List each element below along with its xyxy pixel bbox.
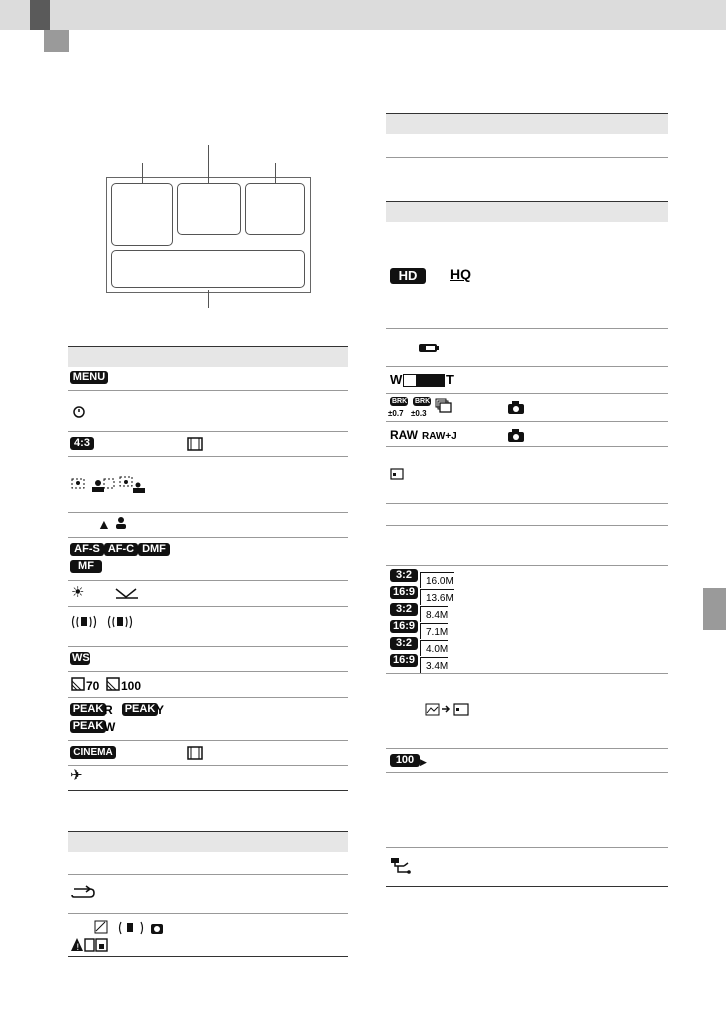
divider: [386, 748, 668, 749]
divider: [68, 580, 348, 581]
brk-icon: BRK: [392, 398, 408, 405]
size-label: 7.1M: [420, 623, 448, 639]
size-label: 16.0M: [420, 572, 454, 588]
diagram-area-center: [177, 183, 241, 235]
af-s-icon: AF-S: [70, 543, 104, 556]
table-bottom-rule: [68, 956, 348, 957]
peak-y-icon: PEAK: [122, 703, 158, 716]
divider: [68, 537, 348, 538]
divider: [386, 328, 668, 329]
warning-row-icons: [93, 919, 173, 937]
peak-y-label: Y: [156, 703, 165, 717]
image-to-card-icon: [425, 703, 473, 717]
diagram-area-right: [245, 183, 305, 235]
divider: [386, 772, 668, 773]
zoom-w-label: W: [390, 372, 403, 387]
ratio-badge: 16:9: [390, 586, 418, 599]
table-bottom-rule: [68, 790, 348, 791]
film-icon: [187, 437, 203, 451]
label-100: 100: [121, 679, 142, 693]
peak-w-icon: PEAK: [70, 720, 106, 733]
raw-j-label: RAW+J: [422, 431, 457, 442]
play-small-icon: ▶: [420, 757, 427, 767]
chapter-tab: [44, 30, 69, 52]
divider: [68, 431, 348, 432]
right-table-2-header: [386, 201, 668, 222]
divider: [68, 606, 348, 607]
menu-icon: MENU: [70, 371, 108, 384]
continuous-shooting-icon: [435, 398, 453, 414]
self-timer-icon: [72, 404, 86, 418]
film-icon: [187, 746, 203, 760]
zoom-t-label: T: [446, 372, 454, 387]
divider: [386, 446, 668, 447]
exposure-100-icon: [106, 677, 120, 691]
dmf-icon: DMF: [138, 543, 170, 556]
sun-icon: ☀: [71, 584, 85, 601]
divider: [68, 512, 348, 513]
divider: [68, 740, 348, 741]
ratio-badge: 3:2: [390, 637, 418, 650]
aspect-4-3-icon: 4:3: [70, 437, 94, 450]
right-table-header: [386, 113, 668, 134]
header-accent: [30, 0, 50, 30]
divider: [386, 421, 668, 422]
divider: [68, 671, 348, 672]
divider: [68, 697, 348, 698]
ws-icon: WS: [72, 652, 90, 664]
diagram-area-left: [111, 183, 173, 246]
size-label: 4.0M: [420, 640, 448, 656]
divider: [68, 765, 348, 766]
brk-icon: BRK: [415, 398, 431, 405]
left-table-header: [68, 346, 348, 367]
exposure-70-icon: [71, 677, 85, 691]
size-label: 3.4M: [420, 657, 448, 673]
divider: [68, 646, 348, 647]
af-c-icon: AF-C: [104, 543, 138, 556]
svg-text:!: !: [76, 943, 80, 953]
peak-r-icon: PEAK: [70, 703, 106, 716]
diagram-area-bottom: [111, 250, 305, 288]
divider: [386, 366, 668, 367]
camera-icon: [507, 400, 525, 415]
battery-icon: [418, 343, 440, 353]
side-index-tab: [703, 588, 726, 630]
hq-icon: HQ: [450, 266, 471, 282]
divider: [386, 157, 668, 158]
ratio-badge: 3:2: [390, 603, 418, 616]
peak-w-label: W: [104, 720, 116, 734]
raw-label: RAW: [390, 428, 418, 442]
divider: [386, 503, 668, 504]
memory-warning-icons: [70, 937, 110, 953]
brk-03-label: ±0.3: [411, 409, 427, 418]
divider: [386, 565, 668, 566]
divider: [68, 913, 348, 914]
left-table-2-header: [68, 831, 348, 852]
table-bottom-rule: [386, 886, 668, 887]
white-balance-icon: [114, 587, 140, 599]
camera-icon: [507, 428, 525, 443]
cinema-icon: CINEMA: [70, 746, 116, 759]
airplane-mode-icon: ✈: [70, 767, 83, 784]
folder-number-icon: 100: [390, 754, 420, 767]
brk-07-label: ±0.7: [388, 409, 404, 418]
diagram-callout-center: [208, 145, 209, 183]
size-label: 8.4M: [420, 606, 448, 622]
ratio-badge: 16:9: [390, 654, 418, 667]
peak-r-label: R: [104, 703, 113, 717]
face-detection-icons: [70, 476, 160, 494]
divider: [68, 874, 348, 875]
divider: [386, 847, 668, 848]
person-icon: [114, 516, 128, 530]
divider: [386, 525, 668, 526]
label-70: 70: [86, 679, 100, 693]
repeat-icon: [70, 884, 96, 900]
ratio-badge: 16:9: [390, 620, 418, 633]
divider: [68, 456, 348, 457]
mountain-icon: ▲: [97, 516, 111, 532]
screen-layout-diagram: [106, 177, 311, 293]
header-bar: [0, 0, 726, 30]
usb-connection-icon: [390, 857, 412, 875]
diagram-callout-bottom: [208, 290, 209, 308]
zoom-bar: [403, 374, 445, 387]
hd-icon: HD: [390, 268, 426, 284]
ratio-badge: 3:2: [390, 569, 418, 582]
mf-icon: MF: [70, 560, 102, 573]
divider: [68, 390, 348, 391]
memory-card-icon: [390, 468, 404, 480]
diagram-callout-right: [275, 163, 276, 183]
steadyshot-icons: [70, 613, 140, 631]
diagram-callout-left: [142, 163, 143, 183]
size-label: 13.6M: [420, 589, 454, 605]
divider: [386, 673, 668, 674]
divider: [386, 393, 668, 394]
